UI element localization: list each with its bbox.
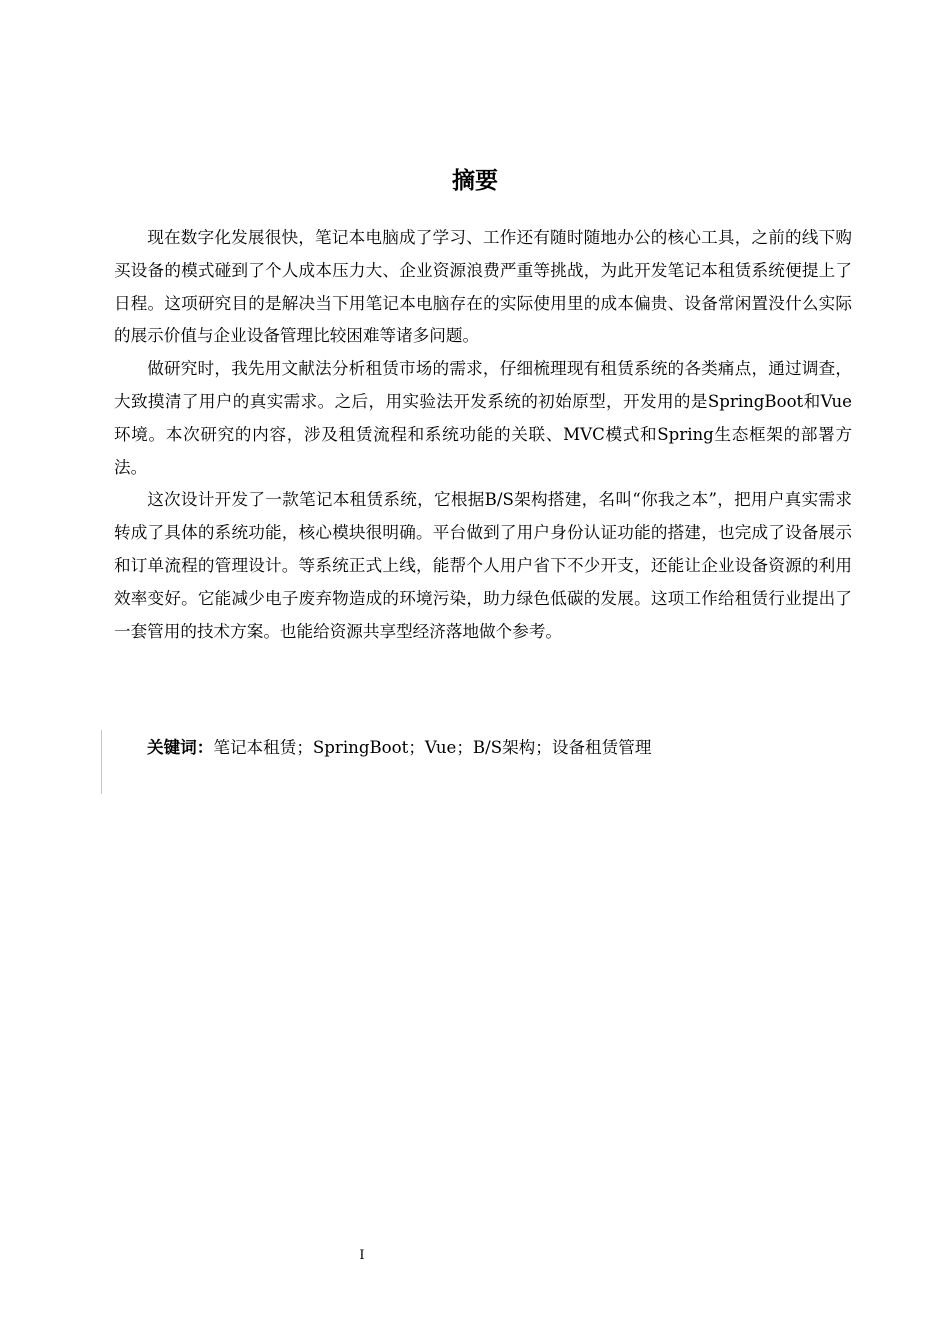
page-number: I: [359, 1248, 365, 1263]
abstract-title: 摘要: [452, 168, 498, 194]
keywords-line: [147, 732, 651, 764]
keywords-text: 笔记本租赁；SpringBoot；Vue；B/S架构；设备租赁管理: [213, 738, 652, 757]
abstract-body: [114, 222, 852, 648]
keywords-label: 关键词：: [147, 738, 214, 757]
abstract-paragraph-1: 现在数字化发展很快，笔记本电脑成了学习、工作还有随时随地办公的核心工具，之前的线下购买设备的模式碰到了个人成本压力大、企业资源浪费严重等挑战，为此开发笔记本租赁系统便提上了日程。这项研究目的是解决当下用笔记本电脑存在的实际使用里的成本偏贵、设备常闲置没什么实际的展示价值与企业设备管理比较困难等诸多问题。: [114, 228, 852, 346]
abstract-paragraph-3: 这次设计开发了一款笔记本租赁系统，它根据B/S架构搭建，名叫“你我之本”，把用户真实需求转成了具体的系统功能，核心模块很明确。平台做到了用户身份认证功能的搭建，也完成了设备展示和订单流程的管理设计。等系统正式上线，能帮个人用户省下不少开支，还能让企业设备资源的利用效率变好。它能减少电子废弃物造成的环境污染，助力绿色低碳的发展。这项工作给租赁行业提出了一套管用的技术方案。也能给资源共享型经济落地做个参考。: [114, 490, 852, 641]
abstract-paragraph-2: 做研究时，我先用文献法分析租赁市场的需求，仔细梳理现有租赁系统的各类痛点，通过调查，大致摸清了用户的真实需求。之后，用实验法开发系统的初始原型，开发用的是SpringBoot和Vue环境。本次研究的内容，涉及租赁流程和系统功能的关联、MVC模式和Spring生态框架的部署方法。: [114, 359, 852, 477]
keywords-margin-line: [101, 730, 102, 794]
